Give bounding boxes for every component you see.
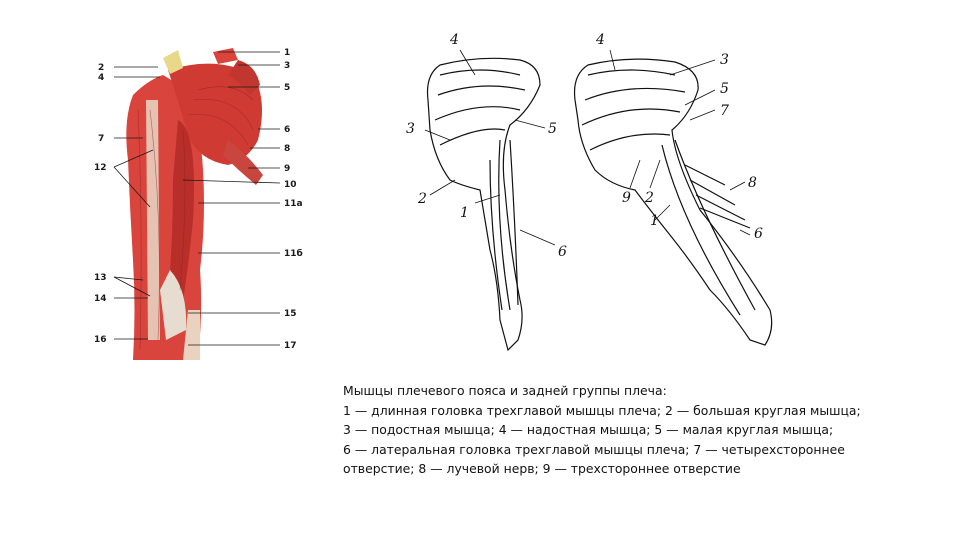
label-6: 6 <box>284 125 291 135</box>
caption-line-1: Мышцы плечевого пояса и задней группы плеча: <box>343 383 667 398</box>
label-4: 4 <box>98 73 105 83</box>
caption-line-2: 1 — длинная головка трехглавой мышцы плеча; 2 — большая круглая мышца; <box>343 402 861 418</box>
label-17: 17 <box>284 341 297 351</box>
label-b-9: 9 <box>622 190 631 206</box>
label-15: 15 <box>284 309 297 319</box>
label-9: 9 <box>284 164 291 174</box>
label-1: 1 <box>284 48 291 58</box>
label-8: 8 <box>284 144 291 154</box>
color-anatomy-figure <box>88 40 308 370</box>
label-a-6: 6 <box>558 244 567 260</box>
label-11b: 11б <box>284 249 303 259</box>
label-7: 7 <box>98 134 105 144</box>
label-b-2: 2 <box>645 190 654 206</box>
label-b-1: 1 <box>650 213 659 229</box>
label-a-4: 4 <box>450 32 459 48</box>
label-12: 12 <box>94 163 107 173</box>
label-2: 2 <box>98 63 105 73</box>
arm-line-drawing-a <box>428 58 541 350</box>
label-b-7: 7 <box>720 103 729 119</box>
label-5: 5 <box>284 83 291 93</box>
caption-line-3: 3 — подостная мышца; 4 — надостная мышца; 5 — малая круглая мышца; <box>343 422 834 437</box>
label-10: 10 <box>284 180 297 190</box>
label-11a: 11а <box>284 199 303 209</box>
right-leader-lines <box>425 50 750 245</box>
label-a-1: 1 <box>460 205 469 221</box>
label-14: 14 <box>94 294 107 304</box>
label-a-2: 2 <box>418 191 427 207</box>
label-13: 13 <box>94 273 107 283</box>
label-a-5: 5 <box>548 121 557 137</box>
caption-line-5: отверстие; 8 — лучевой нерв; 9 — трехстороннее отверстие <box>343 461 741 476</box>
line-anatomy-figure <box>400 20 790 370</box>
label-b-5: 5 <box>720 81 729 97</box>
label-b-3: 3 <box>720 52 729 68</box>
label-3: 3 <box>284 61 291 71</box>
label-b-6: 6 <box>754 226 763 242</box>
label-b-4: 4 <box>596 32 605 48</box>
label-b-8: 8 <box>748 175 757 191</box>
arm-line-drawing-b <box>575 59 772 345</box>
caption-line-4: 6 — латеральная головка трехглавой мышцы плеча; 7 — четырехстороннее <box>343 441 845 457</box>
label-a-3: 3 <box>406 121 415 137</box>
figure-caption <box>343 381 903 479</box>
label-16: 16 <box>94 335 107 345</box>
